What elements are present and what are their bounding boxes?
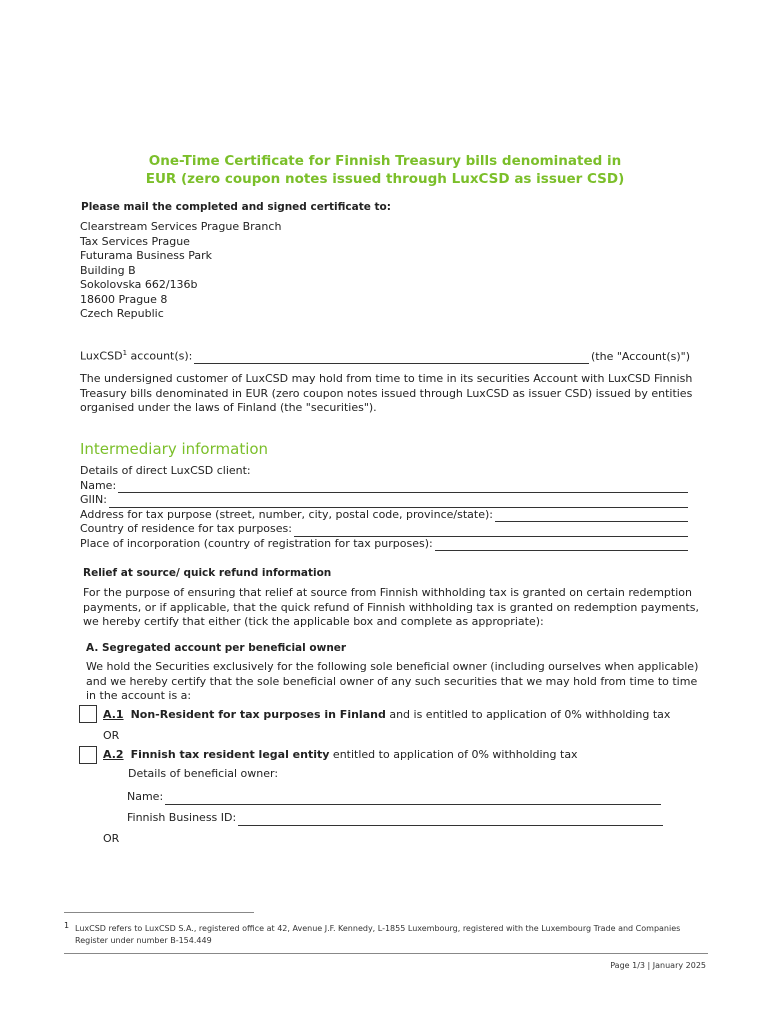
intermediary-fields [80, 464, 690, 551]
country-field-row [80, 522, 690, 537]
country-label: Country of residence for tax purposes: [80, 522, 292, 535]
address-line: Czech Republic [80, 307, 164, 320]
a1-code: A.1 [103, 708, 124, 721]
address-block [80, 220, 281, 322]
a2-label: Finnish tax resident legal entity [130, 748, 330, 761]
paragraph-line: organised under the laws of Finland (the "securities"). [80, 401, 377, 414]
name-input-line[interactable] [118, 482, 688, 493]
place-input-line[interactable] [435, 540, 688, 551]
footnote-marker: 1 [64, 921, 70, 930]
giin-field-row [80, 493, 690, 508]
bo-business-id-label: Finnish Business ID: [127, 811, 237, 824]
or-separator: OR [103, 832, 120, 845]
title-line-2: EUR (zero coupon notes issued through LuxCSD as issuer CSD) [145, 171, 625, 187]
paragraph-line: payments, or if applicable, that the quick refund of Finnish withholding tax is granted on redemption payments, [83, 600, 700, 614]
a2-option [103, 748, 578, 763]
relief-heading: Relief at source/ quick refund information [83, 567, 332, 579]
paragraph-line: we hereby certify that either (tick the applicable box and complete as appropriate): [83, 615, 544, 628]
paragraph-line: The undersigned customer of LuxCSD may hold from time to time in its securities Account with LuxCSD Finnish [80, 372, 693, 385]
country-input-line[interactable] [294, 526, 688, 537]
footnote-ref: 1 [122, 349, 128, 357]
place-field-row [80, 537, 690, 552]
giin-label: GIIN: [80, 493, 107, 506]
footnote-divider [64, 912, 254, 913]
bo-name-input-line[interactable] [165, 794, 661, 805]
account-suffix: (the "Account(s)") [591, 349, 690, 363]
document-title [0, 152, 770, 188]
a2-checkbox[interactable] [79, 746, 97, 764]
section-a-heading: A. Segregated account per beneficial owner [86, 642, 347, 654]
bo-name-row [127, 790, 663, 805]
bo-details-label: Details of beneficial owner: [128, 767, 279, 780]
intro-paragraph [80, 372, 720, 416]
bo-business-id-input-line[interactable] [238, 815, 663, 826]
giin-input-line[interactable] [109, 497, 688, 508]
or-separator: OR [103, 729, 120, 742]
paragraph-line: We hold the Securities exclusively for the following sole beneficial owner (including ourselves when applicable) [86, 660, 699, 673]
address-line: 18600 Prague 8 [80, 292, 168, 306]
page-footer: Page 1/3 | January 2025 [610, 961, 706, 970]
paragraph-line: in the account is a: [86, 689, 192, 702]
a2-description: entitled to application of 0% withholding tax [329, 748, 578, 761]
a1-checkbox[interactable] [79, 705, 97, 723]
address-line: Clearstream Services Prague Branch [80, 220, 282, 233]
footnote-line: Register under number B-154.449 [75, 936, 212, 945]
title-line-1: One-Time Certificate for Finnish Treasury bills denominated in [148, 153, 622, 169]
mail-heading: Please mail the completed and signed certificate to: [81, 201, 391, 213]
account-row [80, 346, 690, 364]
paragraph-line: and we hereby certify that the sole beneficial owner of any such securities that we may hold from time to time [86, 674, 698, 688]
bo-name-label: Name: [127, 790, 164, 803]
details-label: Details of direct LuxCSD client: [80, 464, 251, 477]
place-label: Place of incorporation (country of registration for tax purposes): [80, 536, 433, 550]
address-field-row [80, 508, 690, 523]
tax-address-label: Address for tax purpose (street, number, city, postal code, province/state): [80, 507, 493, 521]
address-line: Futurama Business Park [80, 249, 212, 262]
tax-address-input-line[interactable] [495, 511, 688, 522]
account-label: LuxCSD$^1$ account(s): [80, 349, 193, 363]
section-a-paragraph [86, 660, 726, 704]
paragraph-line: For the purpose of ensuring that relief at source from Finnish withholding tax is granted on certain redemption [83, 586, 692, 599]
address-line: Sokolovska 662/136b [80, 278, 198, 291]
footnote-text [75, 923, 715, 947]
account-input-line[interactable] [194, 353, 589, 364]
relief-paragraph [83, 586, 723, 630]
bo-business-id-row [127, 811, 665, 826]
name-label: Name: [80, 478, 117, 492]
a1-option [103, 708, 670, 723]
footnote-line: LuxCSD refers to LuxCSD S.A., registered office at 42, Avenue J.F. Kennedy, L-1855 Luxembourg, registered with the Luxembourg Trade and Companies [75, 924, 681, 933]
a2-code: A.2 [103, 748, 124, 761]
address-line: Tax Services Prague [80, 234, 190, 248]
a1-label: Non-Resident for tax purposes in Finland [130, 708, 386, 721]
paragraph-line: Treasury bills denominated in EUR (zero coupon notes issued through LuxCSD as issuer CSD) issued by entities [80, 386, 693, 400]
footer-divider [64, 953, 708, 954]
intermediary-heading: Intermediary information [80, 440, 269, 458]
name-field-row [80, 479, 690, 494]
a1-description: and is entitled to application of 0% withholding tax [385, 708, 671, 721]
address-line: Building B [80, 263, 136, 277]
